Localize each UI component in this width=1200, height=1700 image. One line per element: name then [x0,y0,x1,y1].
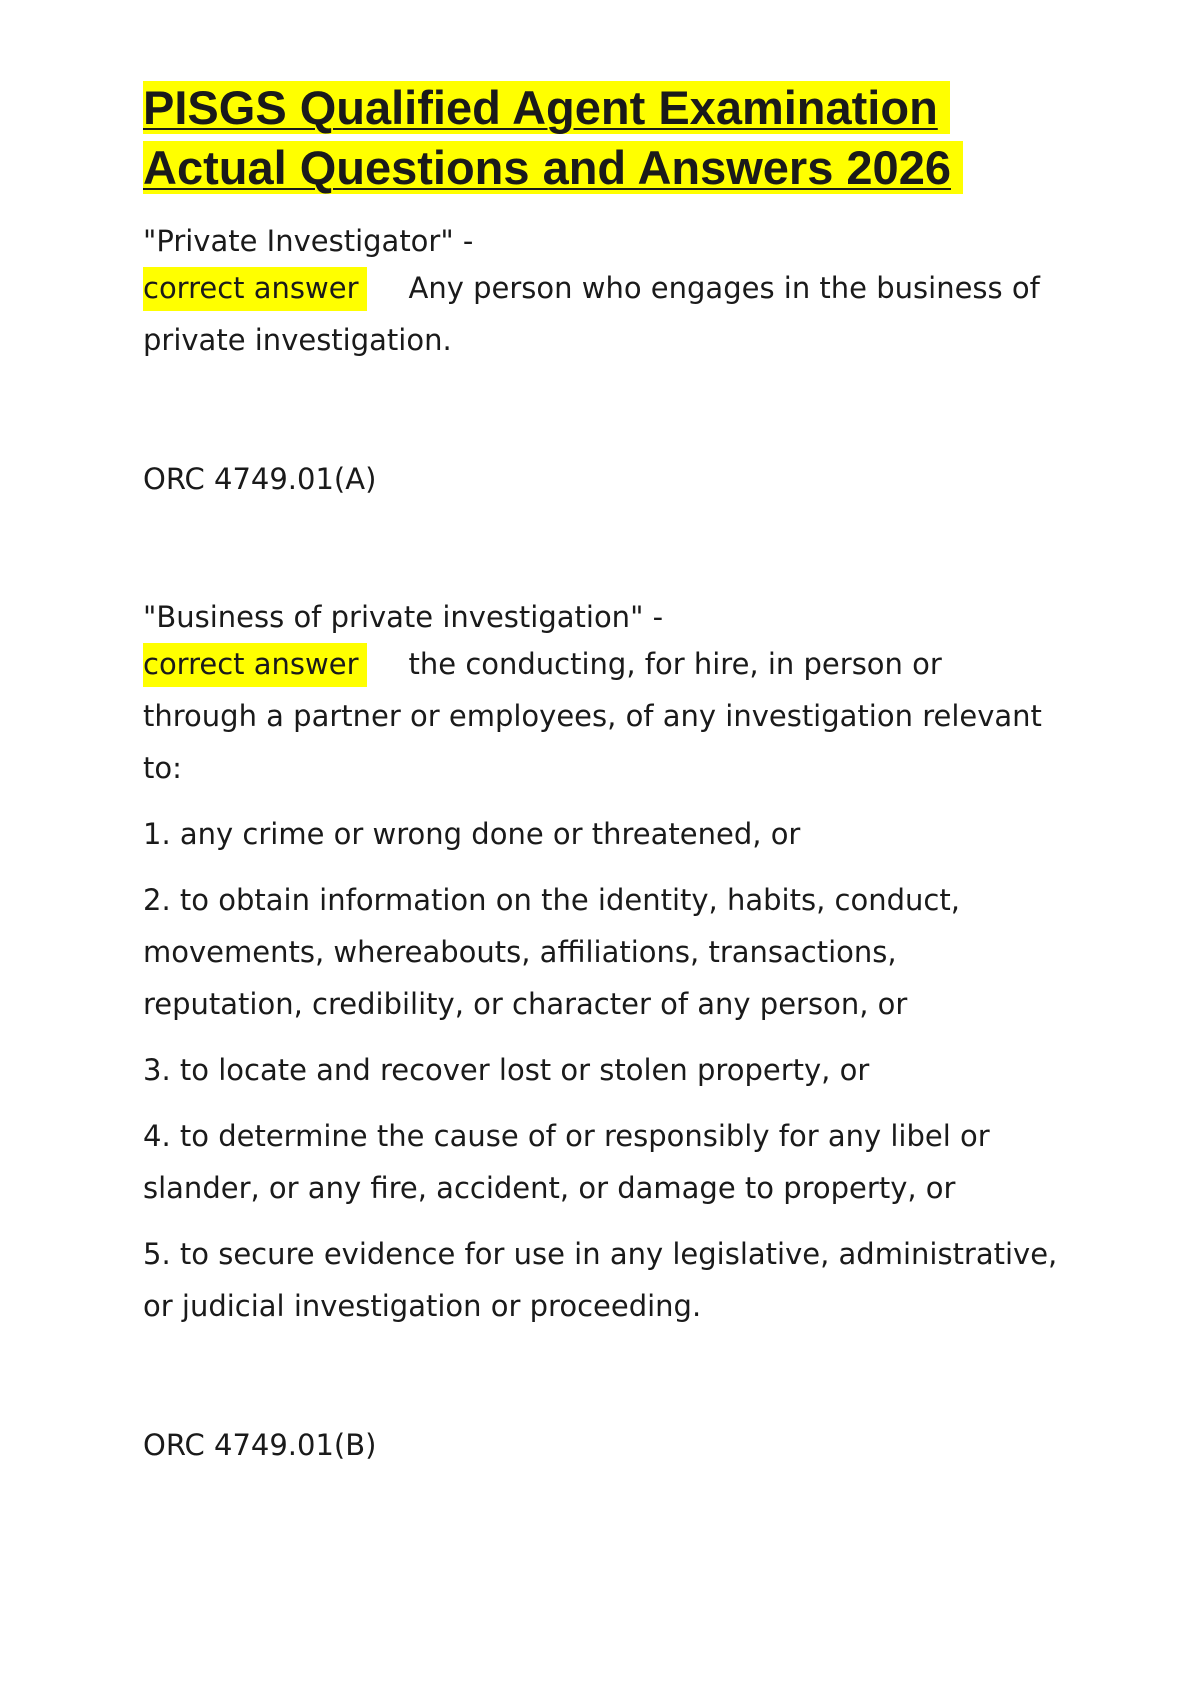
entry-term: "Private Investigator" - [143,224,474,258]
list-item: 3. to locate and recover lost or stolen property, or [143,1053,870,1087]
list-item: 1. any crime or wrong done or threatened, or [143,817,801,851]
statute-reference: ORC 4749.01(B) [143,1428,377,1462]
entry-answer [143,638,1063,794]
answer-text: Any person who engages in the business of private investigation. [143,271,1040,357]
entry-answer [143,262,1063,366]
qa-entry [143,596,1063,1466]
entry-term: "Business of private investigation" - [143,600,664,634]
correct-answer-label: correct answer [143,267,367,311]
list-item: 4. to determine the cause of or responsibly for any libel or slander, or any fire, accident, or damage to property, or [143,1119,990,1205]
list-item: 2. to obtain information on the identity, habits, conduct, movements, whereabouts, affiliations, transactions, reputation, credibility, or character of any person, or [143,883,960,1021]
document-page [143,78,1063,1466]
document-title: PISGS Qualified Agent Examination Actual Questions and Answers 2026 [143,78,1063,198]
correct-answer-label: correct answer [143,643,367,687]
qa-entry [143,220,1063,500]
answer-text: the conducting, for hire, in person or through a partner or employees, of any investigation relevant to: [143,647,1042,785]
answer-list [143,808,1063,1332]
list-item: 5. to secure evidence for use in any legislative, administrative, or judicial investigation or proceeding. [143,1237,1058,1323]
statute-reference: ORC 4749.01(A) [143,462,377,496]
